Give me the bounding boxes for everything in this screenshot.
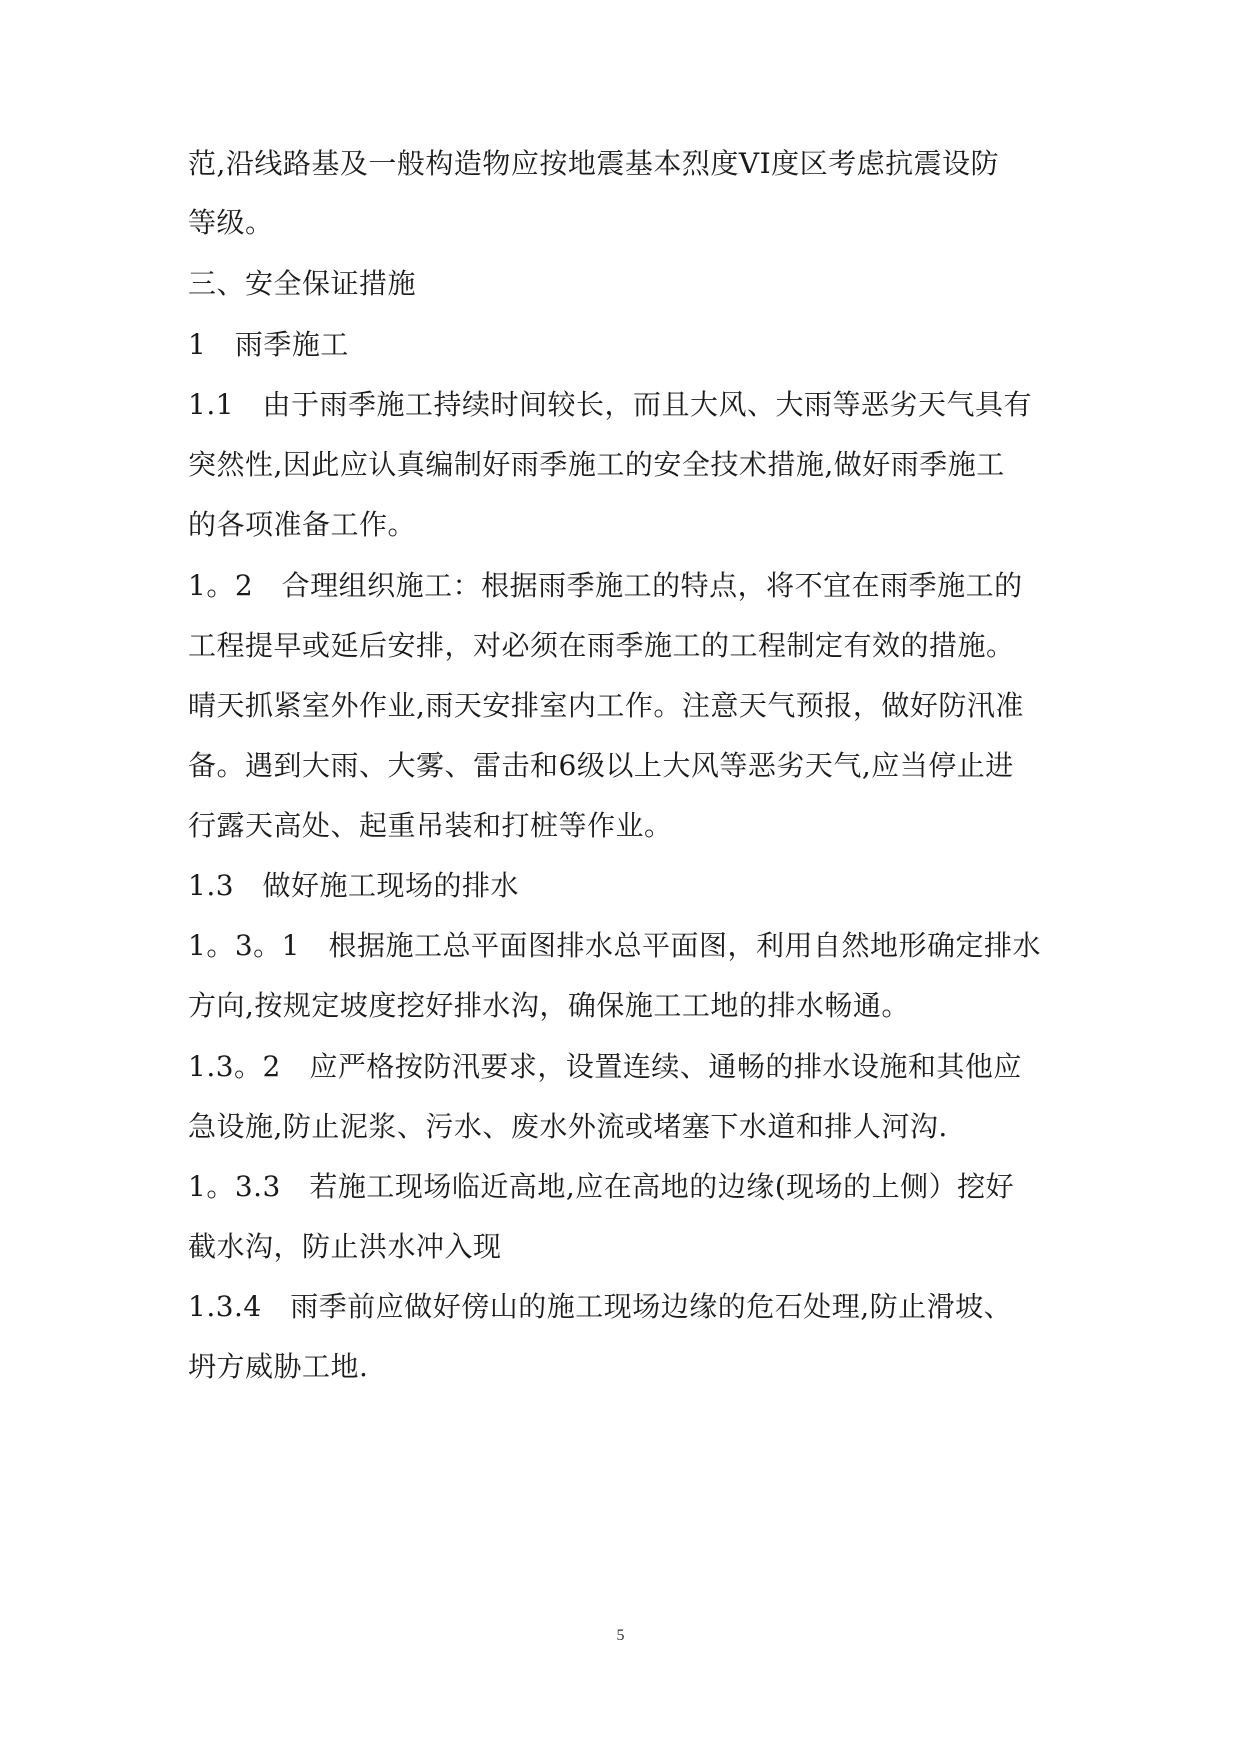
text-line: 1.1 由于雨季施工持续时间较长，而且大风、大雨等恶劣天气具有 [188, 388, 1033, 421]
subsection-heading: 1.3 做好施工现场的排水 [188, 869, 520, 902]
text-line: 1.3。2 应严格按防汛要求，设置连续、通畅的排水设施和其他应 [188, 1050, 1022, 1083]
subsection-heading: 1 雨季施工 [188, 328, 349, 361]
text-line: 截水沟，防止洪水冲入现 [188, 1230, 502, 1263]
text-line: 等级。 [188, 206, 274, 239]
text-line: 方向,按规定坡度挖好排水沟，确保施工工地的排水畅通。 [188, 989, 910, 1022]
text-line: 坍方威胁工地. [188, 1350, 369, 1383]
text-line: 突然性,因此应认真编制好雨季施工的安全技术措施,做好雨季施工 [188, 448, 1005, 481]
text-line: 行露天高处、起重吊装和打桩等作业。 [188, 809, 673, 842]
text-line: 急设施,防止泥浆、污水、废水外流或堵塞下水道和排人河沟. [188, 1110, 948, 1143]
text-line: 备。遇到大雨、大雾、雷击和6级以上大风等恶劣天气,应当停止进 [188, 749, 1014, 782]
text-line: 1。3。1 根据施工总平面图排水总平面图，利用自然地形确定排水 [188, 929, 1041, 962]
page-number: 5 [616, 1627, 625, 1644]
text-line: 1。3.3 若施工现场临近高地,应在高地的边缘(现场的上侧）挖好 [188, 1170, 1015, 1203]
section-heading: 三、安全保证措施 [188, 267, 417, 300]
text-line: 的各项准备工作。 [188, 508, 417, 541]
text-line: 范,沿线路基及一般构造物应按地震基本烈度VI度区考虑抗震设防 [188, 147, 1000, 180]
text-line: 1。2 合理组织施工：根据雨季施工的特点，将不宜在雨季施工的 [188, 569, 1023, 602]
text-line: 晴天抓紧室外作业,雨天安排室内工作。注意天气预报，做好防汛准 [188, 689, 1024, 722]
text-line: 工程提早或延后安排，对必须在雨季施工的工程制定有效的措施。 [188, 629, 1015, 662]
text-line: 1.3.4 雨季前应做好傍山的施工现场边缘的危石处理,防止滑坡、 [188, 1290, 1013, 1323]
